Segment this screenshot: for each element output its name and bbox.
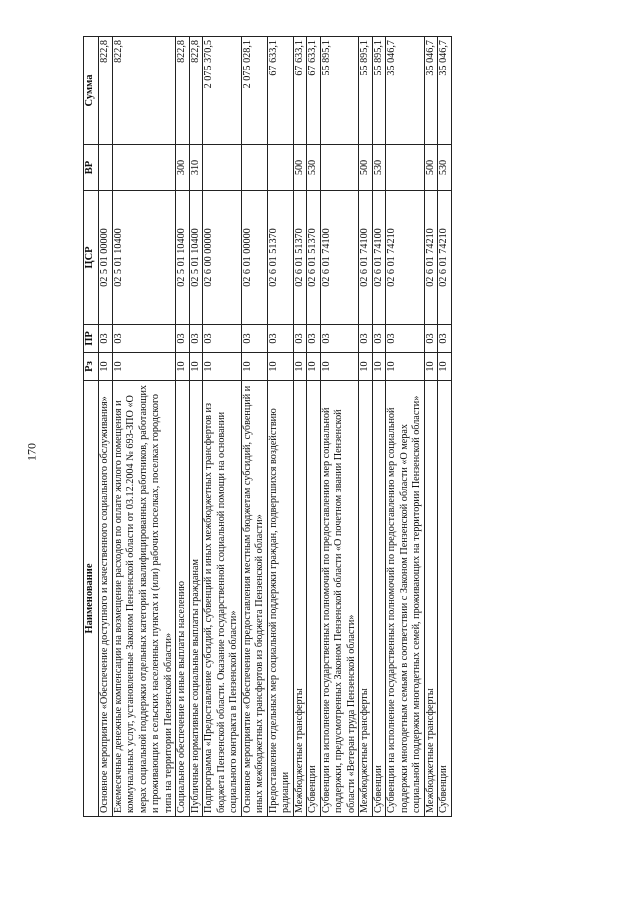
cell-sum: 35 046,7 (438, 37, 452, 145)
table-row (307, 37, 321, 817)
cell-csr: 02 5 01 10400 (176, 191, 190, 325)
cell-rz: 10 (176, 353, 190, 381)
header-pr: ПР (84, 325, 99, 353)
cell-sum: 35 046,7 (424, 37, 438, 145)
cell-vr (203, 145, 242, 191)
header-rz: Рз (84, 353, 99, 381)
cell-pr: 03 (189, 325, 203, 353)
cell-name: Субвенции (307, 381, 321, 817)
header-name: Наименование (84, 381, 99, 817)
cell-rz: 10 (293, 353, 307, 381)
cell-sum: 55 895,1 (320, 37, 359, 145)
table-row (189, 37, 203, 817)
cell-rz: 10 (359, 353, 373, 381)
cell-csr: 02 6 01 51370 (307, 191, 321, 325)
table-row (386, 37, 425, 817)
cell-vr (99, 145, 113, 191)
table-row (99, 37, 113, 817)
budget-table (83, 36, 452, 817)
cell-rz: 10 (386, 353, 425, 381)
cell-vr: 500 (359, 145, 373, 191)
cell-pr: 03 (307, 325, 321, 353)
cell-pr: 03 (112, 325, 176, 353)
cell-sum: 67 633,1 (267, 37, 293, 145)
table-row (320, 37, 359, 817)
cell-name: Межбюджетные трансферты (359, 381, 373, 817)
table-row (203, 37, 242, 817)
cell-name: Субвенции на исполнение государственных полномочий по предоставлению мер социальной поддержки, предусмотренных Законом Пензенской области «О почетном звании Пензенской области «Ветеран труда Пензенской области» (320, 381, 359, 817)
cell-csr: 02 6 01 51370 (293, 191, 307, 325)
cell-rz: 10 (241, 353, 267, 381)
cell-sum: 55 895,1 (359, 37, 373, 145)
cell-name: Основное мероприятие «Обеспечение доступного и качественного социального обслуживания» (99, 381, 113, 817)
cell-sum: 822,8 (189, 37, 203, 145)
cell-sum: 55 895,1 (372, 37, 386, 145)
cell-sum: 2 075 370,5 (203, 37, 242, 145)
cell-csr: 02 5 01 00000 (99, 191, 113, 325)
cell-vr: 300 (176, 145, 190, 191)
cell-vr (241, 145, 267, 191)
cell-vr (320, 145, 359, 191)
cell-csr: 02 5 01 10400 (112, 191, 176, 325)
cell-vr: 310 (189, 145, 203, 191)
cell-rz: 10 (372, 353, 386, 381)
table-header-row (84, 37, 99, 817)
table-body (99, 37, 452, 817)
cell-name: Основное мероприятие «Обеспечение предоставления местным бюджетам субсидий, субвенций и иных межбюджетных трансфертов из бюджета Пензенской области» (241, 381, 267, 817)
cell-sum: 67 633,1 (293, 37, 307, 145)
table-row (267, 37, 293, 817)
cell-csr: 02 6 01 74210 (424, 191, 438, 325)
table-row (372, 37, 386, 817)
table-row (438, 37, 452, 817)
cell-csr: 02 6 01 74210 (438, 191, 452, 325)
header-csr: ЦСР (84, 191, 99, 325)
cell-rz: 10 (112, 353, 176, 381)
cell-pr: 03 (320, 325, 359, 353)
cell-vr (386, 145, 425, 191)
cell-pr: 03 (424, 325, 438, 353)
cell-rz: 10 (267, 353, 293, 381)
cell-csr: 02 6 01 74100 (359, 191, 373, 325)
cell-sum: 822,8 (176, 37, 190, 145)
cell-vr: 530 (438, 145, 452, 191)
cell-vr: 530 (372, 145, 386, 191)
cell-pr: 03 (386, 325, 425, 353)
cell-csr: 02 6 01 74210 (386, 191, 425, 325)
cell-rz: 10 (438, 353, 452, 381)
cell-name: Субвенции на исполнение государственных полномочий по предоставлению мер социальной поддержки многодетным семьям в соответствии с Законом Пензенской области «О мерах социальной поддержки многодетных семей, проживающих на территории Пензенской области» (386, 381, 425, 817)
cell-pr: 03 (372, 325, 386, 353)
cell-csr: 02 6 00 00000 (203, 191, 242, 325)
cell-rz: 10 (99, 353, 113, 381)
cell-rz: 10 (203, 353, 242, 381)
cell-pr: 03 (438, 325, 452, 353)
cell-pr: 03 (203, 325, 242, 353)
cell-pr: 03 (267, 325, 293, 353)
table-row (424, 37, 438, 817)
cell-pr: 03 (176, 325, 190, 353)
cell-vr (112, 145, 176, 191)
cell-vr: 500 (293, 145, 307, 191)
cell-vr (267, 145, 293, 191)
cell-pr: 03 (241, 325, 267, 353)
cell-csr: 02 6 01 00000 (241, 191, 267, 325)
cell-rz: 10 (320, 353, 359, 381)
cell-vr: 530 (307, 145, 321, 191)
cell-sum: 35 046,7 (386, 37, 425, 145)
table-row (112, 37, 176, 817)
cell-name: Межбюджетные трансферты (424, 381, 438, 817)
table-row (176, 37, 190, 817)
table-row (359, 37, 373, 817)
budget-table-container (83, 37, 452, 817)
cell-rz: 10 (189, 353, 203, 381)
cell-rz: 10 (424, 353, 438, 381)
header-sum: Сумма (84, 37, 99, 145)
cell-name: Социальное обеспечение и иные выплаты населению (176, 381, 190, 817)
cell-name: Субвенции (372, 381, 386, 817)
cell-csr: 02 5 01 10400 (189, 191, 203, 325)
cell-sum: 67 633,1 (307, 37, 321, 145)
cell-name: Межбюджетные трансферты (293, 381, 307, 817)
cell-sum: 2 075 028,1 (241, 37, 267, 145)
cell-pr: 03 (359, 325, 373, 353)
cell-name: Публичные нормативные социальные выплаты гражданам (189, 381, 203, 817)
cell-sum: 822,8 (99, 37, 113, 145)
cell-csr: 02 6 01 51370 (267, 191, 293, 325)
cell-name: Предоставление отдельных мер социальной поддержки граждан, подвергшихся воздействию радиации (267, 381, 293, 817)
cell-name: Субвенции (438, 381, 452, 817)
cell-csr: 02 6 01 74100 (320, 191, 359, 325)
table-row (293, 37, 307, 817)
page-number: 170 (24, 443, 39, 461)
header-vr: ВР (84, 145, 99, 191)
cell-csr: 02 6 01 74100 (372, 191, 386, 325)
cell-name: Ежемесячные денежные компенсации на возмещение расходов по оплате жилого помещения и коммунальных услуг, установленные Законом Пензенской области от 03.12.2004 № 693-ЗПО «О мерах социальной поддержки отдельных категорий квалифицированных работников, работающих и проживающих в сельских населенных пунктах и (или) рабочих поселках, поселках городского типа на территории Пензенской области» (112, 381, 176, 817)
cell-sum: 822,8 (112, 37, 176, 145)
cell-name: Подпрограмма «Предоставление субсидий, субвенций и иных межбюджетных трансфертов из бюджета Пензенской области. Оказание государственной социальной помощи на основании социального контракта в Пензенской области» (203, 381, 242, 817)
cell-vr: 500 (424, 145, 438, 191)
cell-pr: 03 (293, 325, 307, 353)
cell-pr: 03 (99, 325, 113, 353)
cell-rz: 10 (307, 353, 321, 381)
table-row (241, 37, 267, 817)
